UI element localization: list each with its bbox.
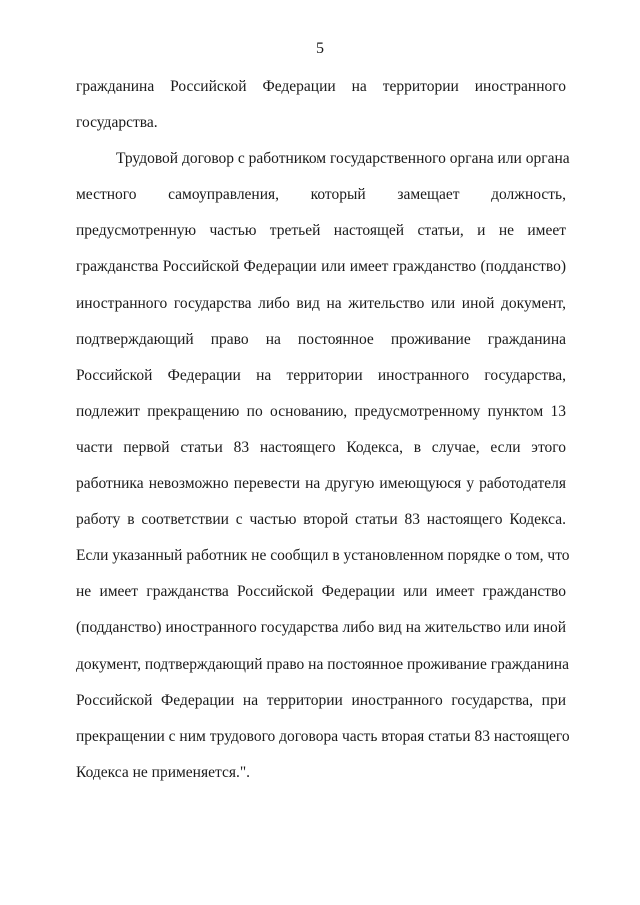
- text-line: прекращении с ним трудового договора часть вторая статьи 83 настоящего: [76, 727, 570, 745]
- text-line: государства.: [76, 114, 158, 132]
- text-line: работу в соответствии с частью второй статьи 83 настоящего Кодекса.: [76, 511, 566, 529]
- text-line: гражданства Российской Федерации или имеет гражданство (подданство): [76, 258, 566, 276]
- text-line: подтверждающий право на постоянное проживание гражданина: [76, 330, 566, 348]
- page-number: 5: [316, 40, 324, 57]
- text-line: Российской Федерации на территории иностранного государства,: [76, 366, 566, 384]
- text-line: Российской Федерации на территории иностранного государства, при: [76, 691, 566, 709]
- text-line: Если указанный работник не сообщил в установленном порядке о том, что: [76, 547, 570, 565]
- text-line: подлежит прекращению по основанию, предусмотренному пунктом 13: [76, 402, 566, 420]
- text-line: местного самоуправления, который замещает должность,: [76, 186, 566, 204]
- text-line: части первой статьи 83 настоящего Кодекса, в случае, если этого: [76, 438, 566, 456]
- document-body-text: [76, 76, 570, 798]
- text-line: документ, подтверждающий право на постоянное проживание гражданина: [76, 655, 569, 673]
- text-line: не имеет гражданства Российской Федерации или имеет гражданство: [76, 583, 566, 601]
- text-line: Трудовой договор с работником государственного органа или органа: [116, 150, 570, 168]
- text-line: предусмотренную частью третьей настоящей статьи, и не имеет: [76, 222, 566, 240]
- text-line: Кодекса не применяется.".: [76, 763, 251, 781]
- text-line: иностранного государства либо вид на жительство или иной документ,: [76, 294, 566, 312]
- text-line: (подданство) иностранного государства либо вид на жительство или иной: [76, 619, 566, 637]
- text-line: работника невозможно перевести на другую имеющуюся у работодателя: [76, 475, 566, 493]
- text-line: гражданина Российской Федерации на территории иностранного: [76, 78, 566, 95]
